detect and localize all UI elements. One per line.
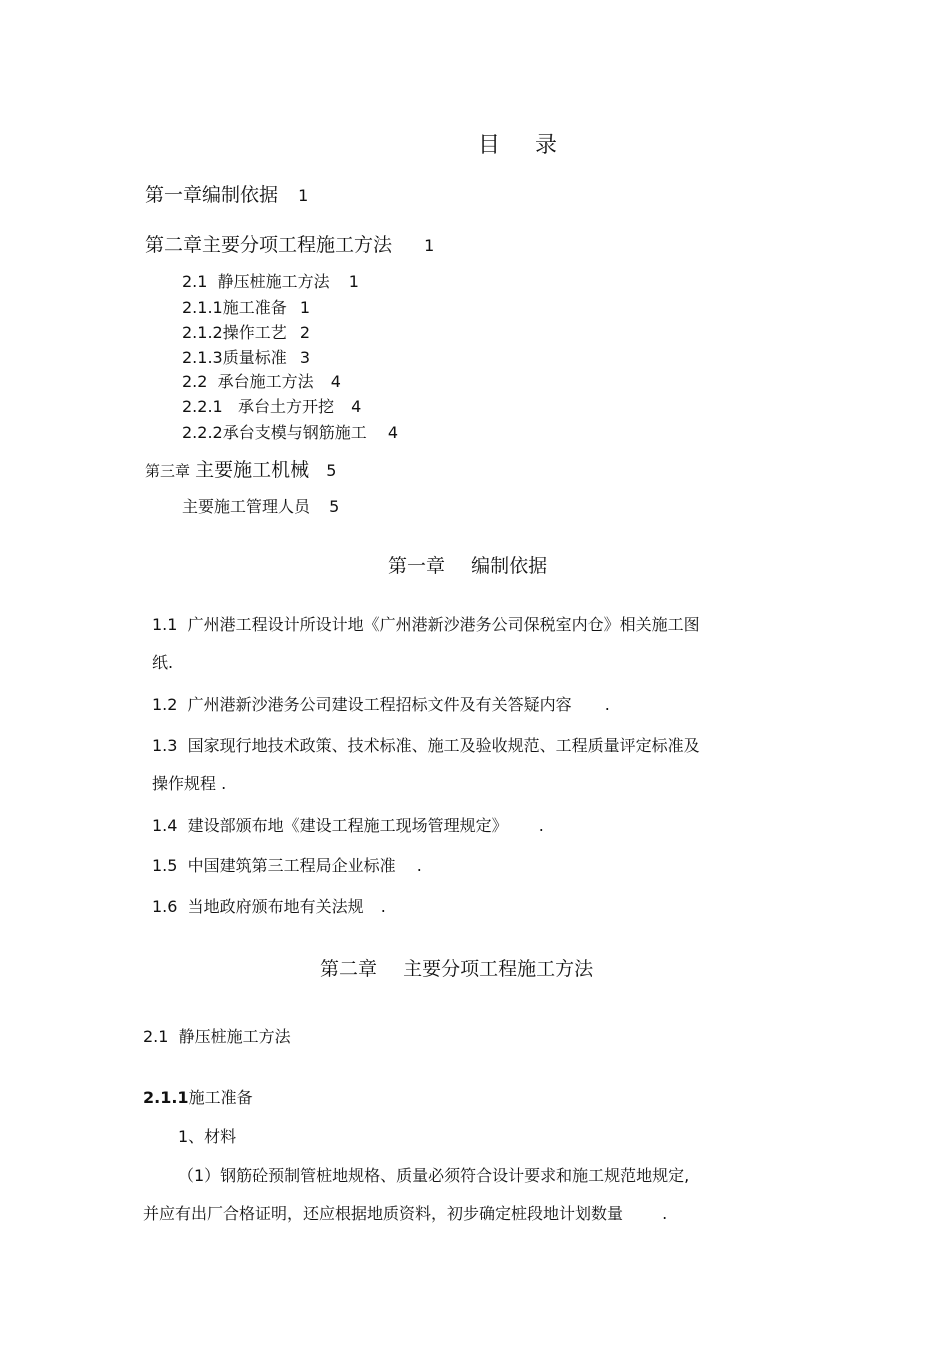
toc-item-page: 2	[299, 323, 310, 342]
toc-item-label: 2.2 承台施工方法	[182, 372, 314, 391]
toc-item[interactable]	[182, 420, 398, 443]
item-materials: 1、材料	[178, 1127, 237, 1146]
toc-item-label: 2.1 静压桩施工方法	[182, 272, 330, 291]
section-2-1-heading: 2.1 静压桩施工方法	[143, 1027, 291, 1046]
toc-item[interactable]	[182, 369, 341, 392]
toc-item-label: 2.2.2承台支模与钢筋施工	[182, 423, 367, 442]
toc-chapter-1[interactable]	[145, 180, 308, 207]
clause-1-2-text: 1.2 广州港新沙港务公司建设工程招标文件及有关答疑内容	[152, 695, 572, 714]
clause-1-3-line-2: 操作规程 .	[152, 774, 227, 793]
clause-1-6-text: 1.6 当地政府颁布地有关法规	[152, 897, 364, 916]
chapter-1-number: 第一章	[388, 555, 446, 577]
toc-item-page: 1	[299, 298, 310, 317]
materials-paragraph-line-2	[143, 1201, 667, 1224]
toc-chapter-2-page: 1	[424, 236, 435, 255]
section-2-1-1-heading	[143, 1085, 253, 1108]
materials-paragraph-end: .	[662, 1204, 668, 1223]
clause-1-1-line-1: 1.1 广州港工程设计所设计地《广州港新沙港务公司保税室内仓》相关施工图	[152, 615, 700, 634]
chapter-2-heading	[320, 954, 593, 981]
toc-chapter-3-sub-label: 主要施工管理人员	[182, 497, 311, 516]
toc-item-page: 4	[330, 372, 341, 391]
clause-1-5	[152, 853, 422, 876]
toc-chapter-2[interactable]	[145, 230, 434, 257]
clause-1-1-line-2: 纸.	[152, 653, 174, 672]
clause-1-4-end: .	[538, 816, 544, 835]
toc-item-page: 3	[299, 348, 310, 367]
toc-item[interactable]	[182, 295, 310, 318]
toc-item[interactable]	[182, 269, 359, 292]
toc-item-label: 2.1.3质量标准	[182, 348, 287, 367]
chapter-1-heading	[388, 551, 547, 578]
chapter-2-title: 主要分项工程施工方法	[403, 958, 594, 980]
toc-chapter-3-prefix: 第三章	[145, 462, 191, 480]
clause-1-2-end: .	[604, 695, 610, 714]
toc-item-label: 2.2.1 承台土方开挖	[182, 397, 334, 416]
toc-chapter-3-page: 5	[326, 461, 337, 480]
toc-chapter-3-label: 主要施工机械	[195, 459, 310, 481]
chapter-1-title: 编制依据	[471, 555, 548, 577]
section-2-1-1-title: 施工准备	[188, 1088, 253, 1107]
toc-item-label: 2.1.1施工准备	[182, 298, 287, 317]
chapter-2-number: 第二章	[320, 958, 378, 980]
clause-1-4	[152, 813, 544, 836]
materials-paragraph-line-1: （1）钢筋砼预制管桩地规格、质量必须符合设计要求和施工规范地规定,	[178, 1166, 690, 1185]
toc-item-page: 4	[387, 423, 398, 442]
toc-chapter-3-sub[interactable]	[182, 494, 339, 517]
toc-item[interactable]	[182, 394, 361, 417]
toc-chapter-2-label: 第二章主要分项工程施工方法	[145, 234, 393, 256]
toc-item[interactable]	[182, 320, 310, 343]
toc-item-label: 2.1.2操作工艺	[182, 323, 287, 342]
clause-1-4-text: 1.4 建设部颁布地《建设工程施工现场管理规定》	[152, 816, 508, 835]
materials-paragraph-line-2-text: 并应有出厂合格证明，还应根据地质资料，初步确定桩段地计划数量	[143, 1204, 624, 1223]
section-2-1-1-number: 2.1.1	[143, 1088, 189, 1107]
toc-item-page: 4	[351, 397, 362, 416]
toc-title: 目 录	[478, 133, 571, 158]
clause-1-3-line-1: 1.3 国家现行地技术政策、技术标准、施工及验收规范、工程质量评定标准及	[152, 736, 700, 755]
toc-chapter-3[interactable]	[145, 455, 336, 482]
clause-1-6-end: .	[380, 897, 386, 916]
toc-chapter-1-page: 1	[298, 186, 309, 205]
toc-chapter-1-label: 第一章编制依据	[145, 184, 279, 206]
toc-item-page: 1	[348, 272, 359, 291]
clause-1-5-end: .	[416, 856, 422, 875]
toc-chapter-3-sub-page: 5	[329, 497, 340, 516]
clause-1-5-text: 1.5 中国建筑第三工程局企业标准	[152, 856, 396, 875]
toc-item[interactable]	[182, 345, 310, 368]
clause-1-6	[152, 894, 386, 917]
clause-1-2	[152, 692, 610, 715]
